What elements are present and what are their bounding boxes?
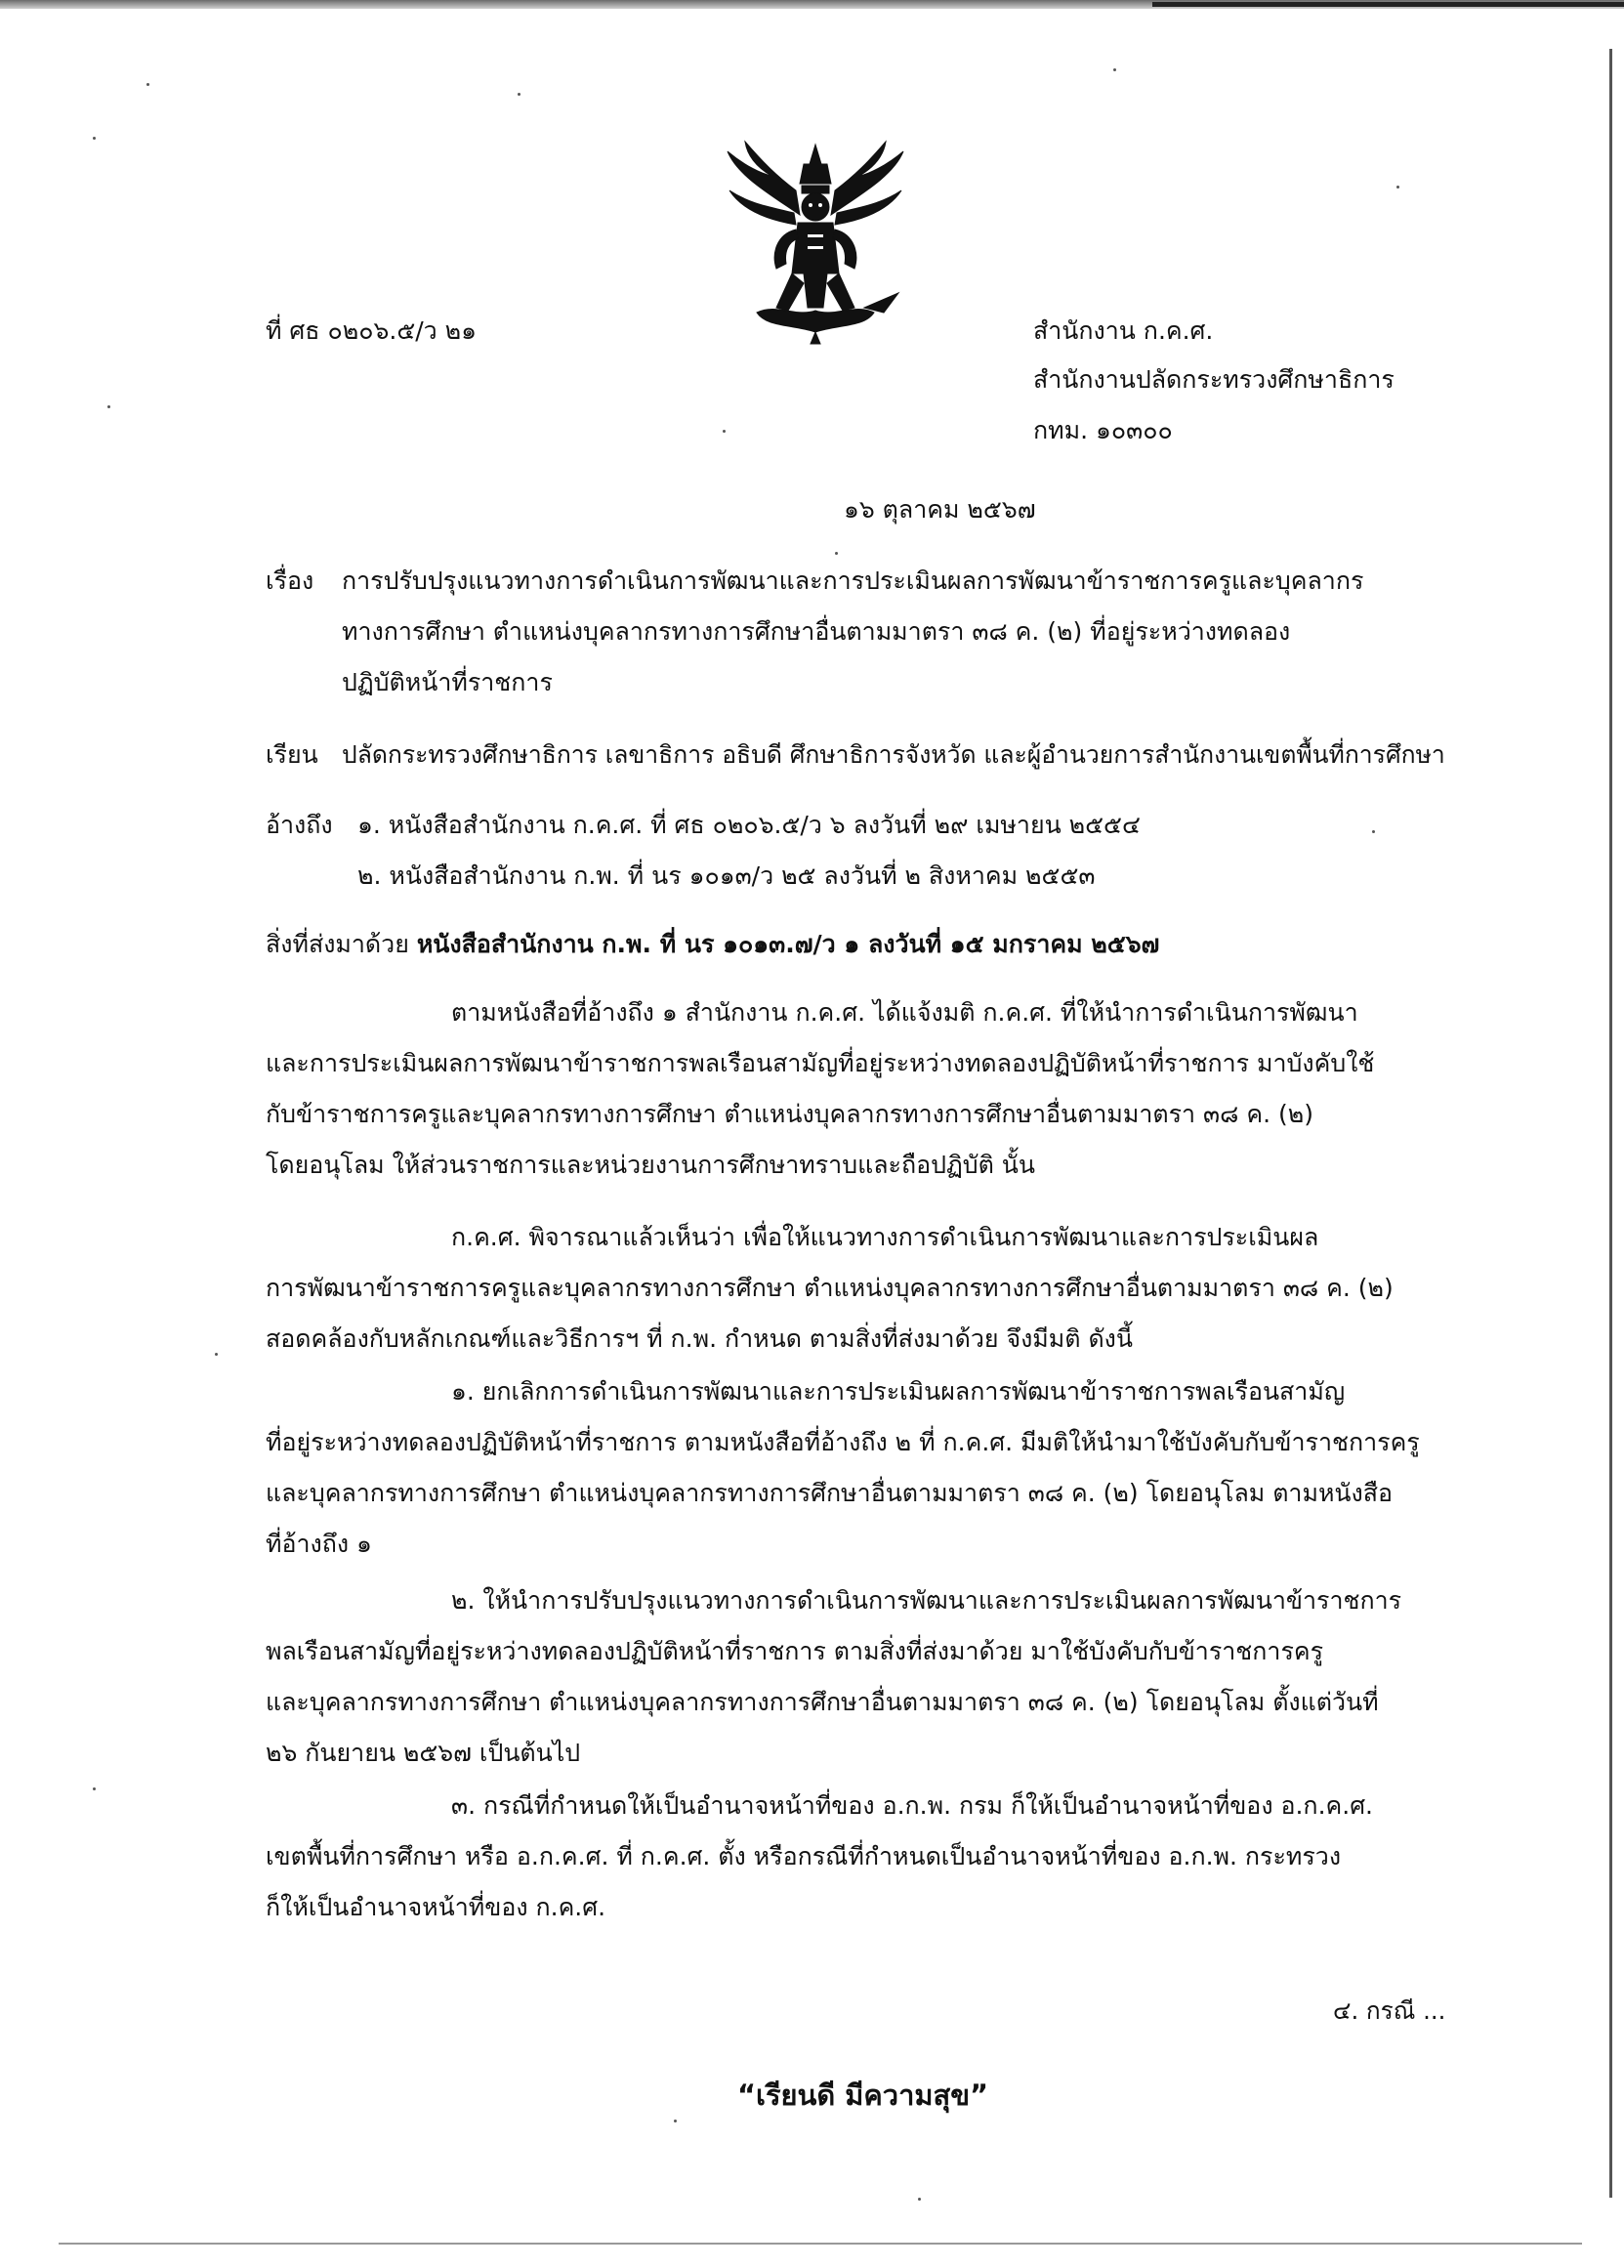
- garuda-emblem-icon: [718, 137, 913, 347]
- resolution-item-line: พลเรือนสามัญที่อยู่ระหว่างทดลองปฏิบัติหน้าที่ราชการ ตามสิ่งที่ส่งมาด้วย มาใช้บังคับกับข้าราชการครู: [266, 1637, 1324, 1665]
- speckle: [93, 1787, 96, 1790]
- speckle: [146, 83, 149, 86]
- paragraph-line: โดยอนุโลม ให้ส่วนราชการและหน่วยงานการศึกษาทราบและถือปฏิบัติ นั้น: [266, 1151, 1035, 1179]
- speckle: [918, 2198, 921, 2201]
- enclosure-label: สิ่งที่ส่งมาด้วย: [266, 930, 409, 958]
- resolution-item-line: ที่อ้างถึง ๑: [266, 1530, 372, 1558]
- reference-label: อ้างถึง: [266, 811, 333, 839]
- subject-line: ทางการศึกษา ตำแหน่งบุคลากรทางการศึกษาอื่นตามมาตรา ๓๘ ค. (๒) ที่อยู่ระหว่างทดลอง: [342, 617, 1291, 646]
- resolution-item-line: ๑. ยกเลิกการดำเนินการพัฒนาและการประเมินผลการพัฒนาข้าราชการพลเรือนสามัญ: [451, 1377, 1346, 1406]
- paragraph-line: ตามหนังสือที่อ้างถึง ๑ สำนักงาน ก.ค.ศ. ได้แจ้งมติ ก.ค.ศ. ที่ให้นำการดำเนินการพัฒนา: [451, 998, 1358, 1027]
- speckle: [93, 137, 96, 140]
- speckle: [835, 552, 838, 555]
- office-name: สำนักงาน ก.ค.ศ.: [1033, 316, 1214, 345]
- speckle: [674, 2120, 677, 2122]
- subject-line: การปรับปรุงแนวทางการดำเนินการพัฒนาและการประเมินผลการพัฒนาข้าราชการครูและบุคลากร: [342, 567, 1364, 595]
- subject-line: ปฏิบัติหน้าที่ราชการ: [342, 668, 553, 696]
- document-number: ที่ ศธ ๐๒๐๖.๕/ว ๒๑: [266, 316, 477, 345]
- resolution-item-line: และบุคลากรทางการศึกษา ตำแหน่งบุคลากรทางการศึกษาอื่นตามมาตรา ๓๘ ค. (๒) โดยอนุโลม ตั้งแต่วันที่: [266, 1688, 1379, 1716]
- speckle: [1396, 186, 1399, 189]
- paragraph-line: ก.ค.ศ. พิจารณาแล้วเห็นว่า เพื่อให้แนวทางการดำเนินการพัฒนาและการประเมินผล: [451, 1223, 1319, 1251]
- paragraph-line: การพัฒนาข้าราชการครูและบุคลากรทางการศึกษา ตำแหน่งบุคลากรทางการศึกษาอื่นตามมาตรา ๓๘ ค. (๒): [266, 1274, 1394, 1302]
- speckle: [215, 1353, 218, 1356]
- resolution-item-line: ๓. กรณีที่กำหนดให้เป็นอำนาจหน้าที่ของ อ.ก.พ. กรม ก็ให้เป็นอำนาจหน้าที่ของ อ.ก.ค.ศ.: [451, 1791, 1374, 1820]
- paragraph-line: สอดคล้องกับหลักเกณฑ์และวิธีการฯ ที่ ก.พ. กำหนด ตามสิ่งที่ส่งมาด้วย จึงมีมติ ดังนี้: [266, 1324, 1133, 1353]
- paragraph-line: กับข้าราชการครูและบุคลากรทางการศึกษา ตำแหน่งบุคลากรทางการศึกษาอื่นตามมาตรา ๓๘ ค. (๒): [266, 1100, 1313, 1128]
- document-date: ๑๖ ตุลาคม ๒๕๖๗: [844, 495, 1036, 524]
- resolution-item-line: ก็ให้เป็นอำนาจหน้าที่ของ ก.ค.ศ.: [266, 1893, 606, 1921]
- recipient-label: เรียน: [266, 740, 318, 769]
- enclosure-text: หนังสือสำนักงาน ก.พ. ที่ นร ๑๐๑๓.๗/ว ๑ ลงวันที่ ๑๕ มกราคม ๒๕๖๗: [416, 930, 1160, 958]
- reference-item: ๑. หนังสือสำนักงาน ก.ค.ศ. ที่ ศธ ๐๒๐๖.๕/ว ๖ ลงวันที่ ๒๙ เมษายน ๒๕๕๔: [357, 811, 1141, 839]
- resolution-item-line: ๒. ให้นำการปรับปรุงแนวทางการดำเนินการพัฒนาและการประเมินผลการพัฒนาข้าราชการ: [451, 1586, 1402, 1615]
- scan-edge-bottom: [59, 2243, 1582, 2245]
- speckle: [1113, 68, 1116, 71]
- resolution-item-line: และบุคลากรทางการศึกษา ตำแหน่งบุคลากรทางการศึกษาอื่นตามมาตรา ๓๘ ค. (๒) โดยอนุโลม ตามหนังสือ: [266, 1479, 1393, 1507]
- recipient-text: ปลัดกระทรวงศึกษาธิการ เลขาธิการ อธิบดี ศึกษาธิการจังหวัด และผู้อำนวยการสำนักงานเขตพื้นที่การศึกษา: [342, 740, 1445, 769]
- office-postal: กทม. ๑๐๓๐๐: [1033, 416, 1173, 444]
- speckle: [1372, 830, 1375, 833]
- speckle: [723, 430, 726, 433]
- continuation-marker: ๔. กรณี ...: [1333, 1996, 1446, 2025]
- enclosure: [266, 928, 1159, 961]
- speckle: [107, 405, 110, 408]
- office-department: สำนักงานปลัดกระทรวงศึกษาธิการ: [1033, 365, 1395, 394]
- paragraph-line: และการประเมินผลการพัฒนาข้าราชการพลเรือนสามัญที่อยู่ระหว่างทดลองปฏิบัติหน้าที่ราชการ มาบังคับใช้: [266, 1049, 1375, 1077]
- resolution-item-line: ที่อยู่ระหว่างทดลองปฏิบัติหน้าที่ราชการ ตามหนังสือที่อ้างถึง ๒ ที่ ก.ค.ศ. มีมติให้นำมาใช้บังคับกับข้าราชการครู: [266, 1428, 1420, 1456]
- resolution-item-line: ๒๖ กันยายน ๒๕๖๗ เป็นต้นไป: [266, 1739, 581, 1767]
- scan-edge-right: [1609, 49, 1612, 2198]
- subject-label: เรื่อง: [266, 567, 314, 595]
- scan-edge-top-dark: [1152, 2, 1624, 7]
- speckle: [518, 93, 521, 96]
- motto-slogan: “เรียนดี มีความสุข”: [737, 2079, 989, 2112]
- resolution-item-line: เขตพื้นที่การศึกษา หรือ อ.ก.ค.ศ. ที่ ก.ค.ศ. ตั้ง หรือกรณีที่กำหนดเป็นอำนาจหน้าที่ของ อ.ก.พ. กระทรวง: [266, 1842, 1342, 1870]
- reference-item: ๒. หนังสือสำนักงาน ก.พ. ที่ นร ๑๐๑๓/ว ๒๕ ลงวันที่ ๒ สิงหาคม ๒๕๕๓: [357, 861, 1096, 890]
